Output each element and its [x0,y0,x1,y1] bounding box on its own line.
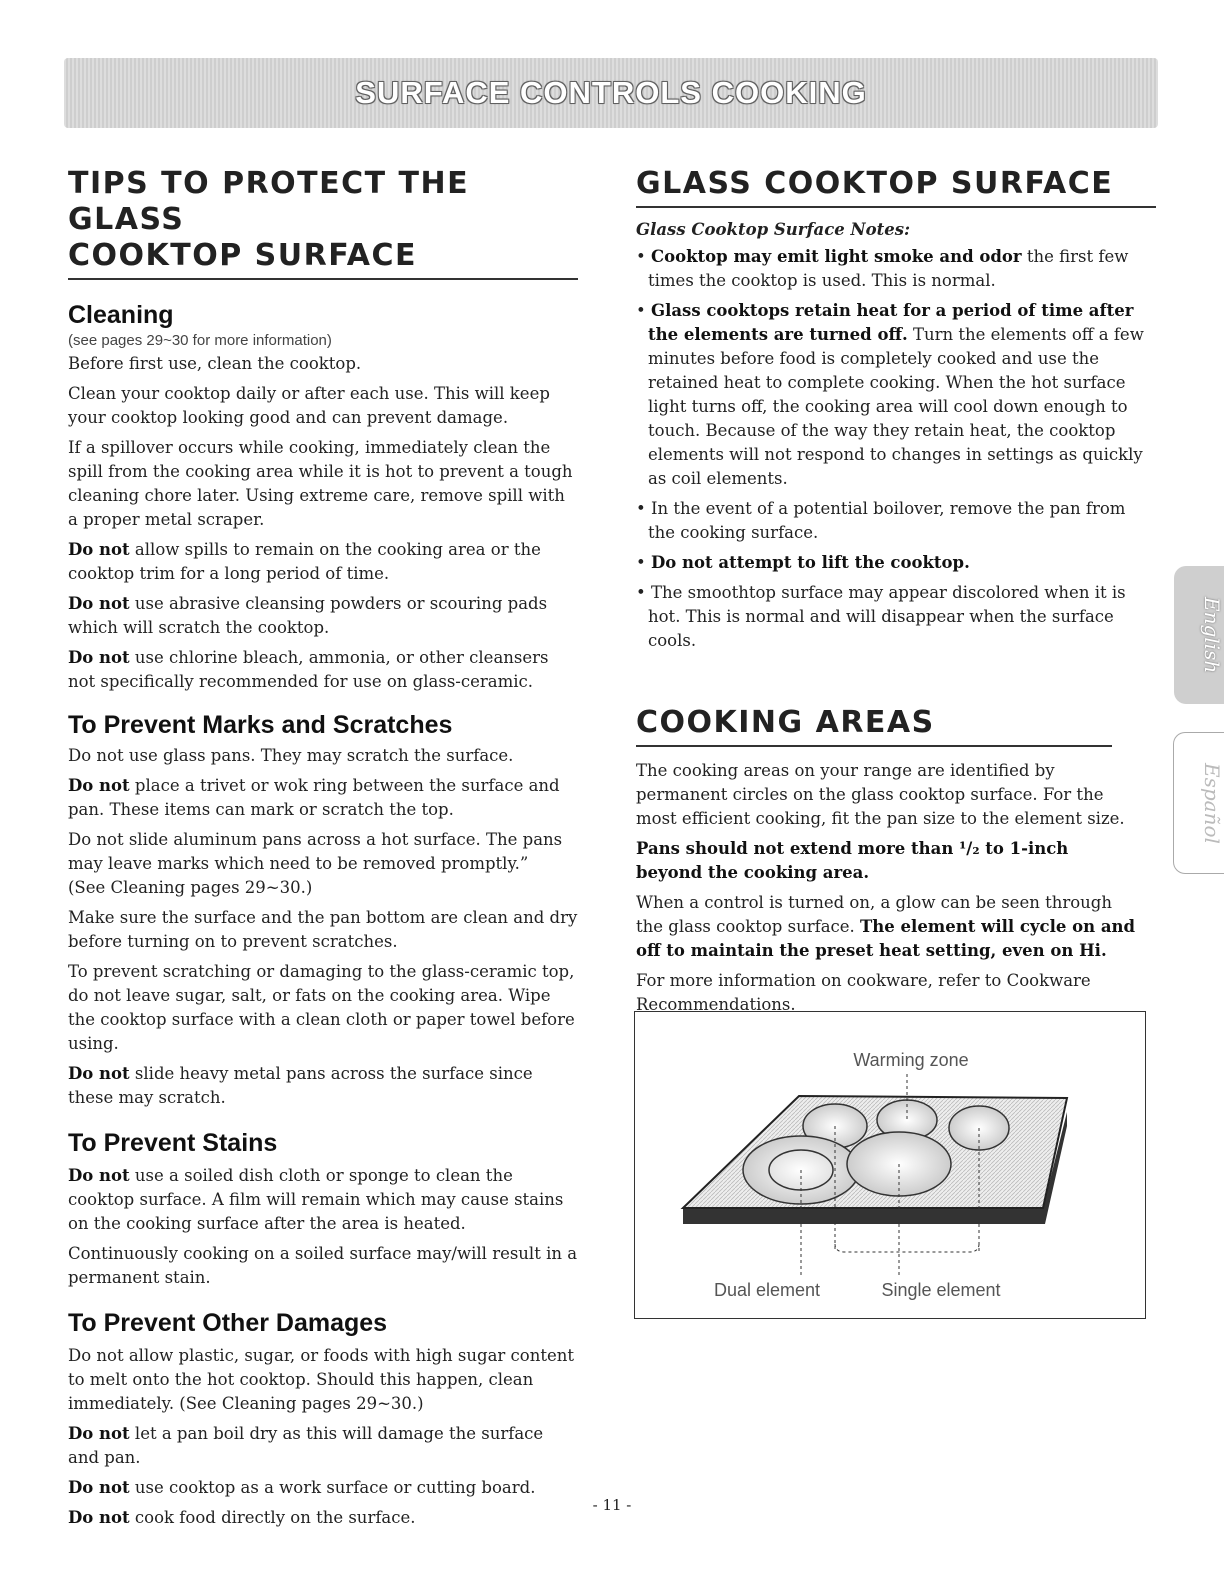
cooktop-illustration [635,1012,1145,1318]
areas-p3: When a control is turned on, a glow can be seen through the glass cooktop surface. The element will cycle on and off to maintain the preset heat setting, even on Hi. [636,893,1136,960]
damages-p1: Do not allow plastic, sugar, or foods with high sugar content to melt onto the hot cooktop. Should this happen, clean immediately. (See Cleaning pages 29~30.) [68,1346,575,1413]
cooktop-diagram [634,1011,1146,1319]
stains-p2: Continuously cooking on a soiled surface may/will result in a permanent stain. [68,1244,578,1287]
damages-p3: Do not use cooktop as a work surface or cutting board. [68,1478,536,1497]
cleaning-p2: Clean your cooktop daily or after each use. This will keep your cooktop looking good and can prevent damage. [68,384,550,427]
tips-title-line1: TIPS TO PROTECT THE GLASS [68,166,470,237]
marks-p2: Do not place a trivet or wok ring between the surface and pan. These items can mark or scratch the top. [68,776,560,819]
cleaning-p3: If a spillover occurs while cooking, immediately clean the spill from the cooking area while it is hot to prevent a tough cleaning chore later. Using extreme care, remove spill with a proper metal scraper. [68,438,573,529]
cleaning-p5: Do not use abrasive cleansing powders or scouring pads which will scratch the cooktop. [68,594,548,637]
damages-p4: Do not cook food directly on the surface. [68,1508,416,1527]
marks-p5: To prevent scratching or damaging to the glass-ceramic top, do not leave sugar, salt, or fats on the cooking area. Wipe the cooktop surface with a clean cloth or paper towel before using. [68,962,575,1053]
areas-p4: For more information on cookware, refer to Cookware Recommendations. [636,971,1091,1014]
areas-p2: Pans should not extend more than ¹/₂ to 1-inch beyond the cooking area. [636,839,1069,882]
note-item: • Cooktop may emit light smoke and odor the first few times the cooktop is used. This is normal. [636,247,1129,290]
marks-p4: Make sure the surface and the pan bottom are clean and dry before turning on to prevent scratches. [68,908,578,951]
stains-p1: Do not use a soiled dish cloth or sponge to clean the cooktop surface. A film will remain which may cause stains on the cooking surface after the area is heated. [68,1166,564,1233]
note-item: • Do not attempt to lift the cooktop. [636,553,970,572]
tab-english[interactable]: English [1174,566,1224,704]
section-banner [64,58,1158,128]
note-item: • The smoothtop surface may appear discolored when it is hot. This is normal and will disappear when the surface cools. [636,583,1126,650]
single-element-label: Single element [881,1280,1001,1300]
damages-p2: Do not let a pan boil dry as this will damage the surface and pan. [68,1424,544,1467]
left-column [68,166,578,1530]
marks-p6: Do not slide heavy metal pans across the surface since these may scratch. [68,1064,533,1107]
tips-title-line2: COOKTOP SURFACE [68,238,418,273]
cleaning-p6: Do not use chlorine bleach, ammonia, or other cleansers not specifically recommended for use on glass-ceramic. [68,648,549,691]
warming-zone-label: Warming zone [853,1050,969,1070]
glass-title: GLASS COOKTOP SURFACE [636,166,1156,208]
notes-heading: Glass Cooktop Surface Notes: [636,220,911,239]
marks-p1: Do not use glass pans. They may scratch the surface. [68,746,514,765]
tab-espanol[interactable]: Español [1173,732,1224,874]
stains-heading: To Prevent Stains [68,1129,278,1157]
cleaning-p1: Before first use, clean the cooktop. [68,354,362,373]
dual-element-label: Dual element [713,1280,821,1300]
cleaning-ref: (see pages 29~30 for more information) [68,332,332,349]
banner-title: SURFACE CONTROLS COOKING [355,75,867,110]
cleaning-heading: Cleaning [68,301,174,329]
notes-list [636,245,1156,653]
tips-title [68,166,578,280]
cleaning-p4: Do not allow spills to remain on the cooking area or the cooktop trim for a long period of time. [68,540,541,583]
note-item: • Glass cooktops retain heat for a period of time after the elements are turned off. Turn the elements off a few minutes before food is completely cooked and use the retained heat to complete cooking. When the hot surface light turns off, the cooking area will cool down enough to touch. Because of the way they retain heat, the cooktop elements will not respond to changes in settings as quickly as coil elements. [636,301,1144,488]
page-number: - 11 - [592,1496,632,1514]
right-column [636,166,1156,1017]
rear-connector [835,1244,979,1252]
damages-heading: To Prevent Other Damages [68,1309,388,1337]
marks-p3: Do not slide aluminum pans across a hot surface. The pans may leave marks which need to be removed promptly.” (See Cleaning pages 29~30.) [68,830,563,897]
marks-heading: To Prevent Marks and Scratches [68,711,453,739]
areas-p1: The cooking areas on your range are identified by permanent circles on the glass cooktop surface. For the most efficient cooking, fit the pan size to the element size. [636,761,1125,828]
note-item: • In the event of a potential boilover, remove the pan from the cooking surface. [636,499,1126,542]
cooking-areas-title: COOKING AREAS [636,705,1112,747]
